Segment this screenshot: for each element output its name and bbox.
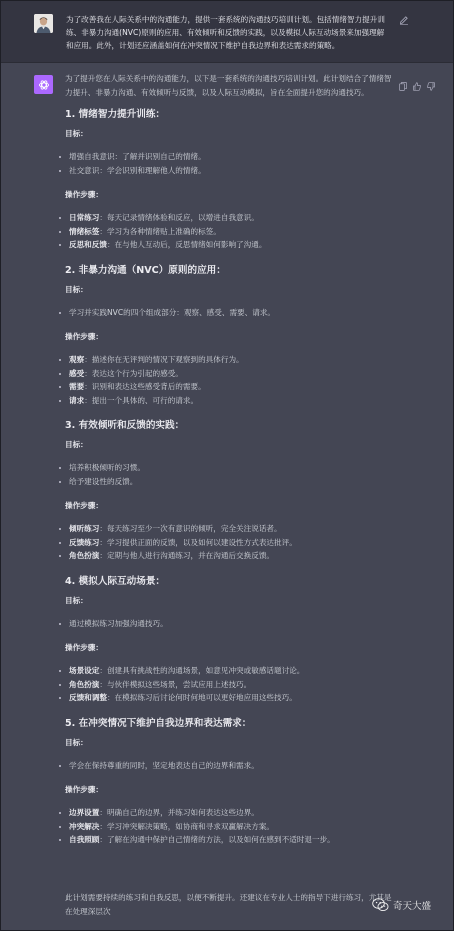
step-item (65, 367, 395, 381)
goal-list (65, 306, 395, 320)
message-actions (399, 76, 435, 85)
step-item (65, 806, 395, 820)
steps-label: 操作步骤： (65, 190, 103, 199)
section-title: 4. 模拟人际互动场景： (65, 575, 166, 587)
goal-item: 培养积极倾听的习惯。 (65, 461, 395, 475)
step-description: ：学习提供正面的反馈，以及如何以建设性方式表达批评。 (99, 537, 297, 547)
copy-icon[interactable] (399, 76, 407, 85)
step-item (65, 678, 395, 692)
step-keyword: 边界设置 (69, 808, 100, 817)
step-item (65, 522, 395, 536)
step-description: ：每天记录情绪体验和反应，以增进自我意识。 (99, 213, 259, 222)
step-item (65, 394, 395, 408)
section-title: 3. 有效倾听和反馈的实践： (65, 420, 185, 431)
step-item (65, 238, 395, 252)
step-keyword: 反馈练习 (69, 537, 100, 547)
goal-label: 目标： (65, 595, 88, 605)
edit-icon[interactable] (399, 15, 409, 25)
section-title: 5. 在冲突情况下维护自我边界和表达需求： (65, 717, 252, 729)
step-keyword: 情绪标签 (69, 226, 100, 236)
step-keyword: 日常练习 (69, 213, 100, 222)
section-title: 1. 情绪智力提升训练： (65, 109, 166, 120)
step-description: ：描述你在无评判的情况下观察到的具体行为。 (84, 355, 244, 364)
thumbs-down-icon[interactable] (427, 76, 435, 85)
step-description: ：创建具有挑战性的沟通场景，如意见冲突或敏感话题讨论。 (99, 666, 305, 675)
step-description: ：了解在沟通中保护自己情绪的方法，以及如何在感到不适时退一步。 (99, 835, 335, 844)
step-description: ：识别和表达这些感受背后的需要。 (84, 382, 206, 391)
step-keyword: 自我照顾 (69, 835, 100, 844)
steps-list (65, 664, 395, 705)
goal-label: 目标： (65, 129, 88, 138)
assistant-message (1, 63, 453, 930)
step-item (65, 380, 395, 394)
step-item (65, 225, 395, 239)
step-description: ：表达这个行为引起的感受。 (84, 368, 183, 378)
steps-list (65, 211, 395, 252)
user-message-text: 为了改善我在人际关系中的沟通能力，提供一套系统的沟通技巧培训计划。包括情绪智力提升训练、非暴力沟通(NVC)原则的应用、有效倾听和反馈的实践，以及模拟人际互动场景来加强理解和应用。此外，计划还应涵盖如何在冲突情况下维护自我边界和表达需求的策略。 (66, 15, 385, 50)
assistant-message-body (65, 72, 395, 859)
goal-list (65, 150, 395, 177)
goal-list (65, 759, 395, 773)
step-item (65, 691, 395, 705)
user-message (1, 1, 453, 63)
step-keyword: 角色扮演 (69, 551, 100, 560)
step-item (65, 549, 395, 563)
assistant-intro: 为了提升您在人际关系中的沟通能力，以下是一套系统的沟通技巧培训计划。此计划结合了情绪智力提升、非暴力沟通、有效倾听与反馈，以及人际互动模拟，旨在全面提升您的沟通技巧。 (65, 74, 392, 97)
goal-item: 给予建设性的反馈。 (65, 475, 395, 489)
goal-label: 目标： (65, 284, 88, 294)
goal-label: 目标： (65, 737, 88, 747)
goal-item: 学会在保持尊重的同时，坚定地表达自己的边界和需求。 (65, 759, 395, 773)
step-keyword: 反馈和调整 (69, 693, 107, 702)
steps-list (65, 522, 395, 563)
watermark-text: 奇天大盛 (393, 901, 432, 912)
step-description: ：学习冲突解决策略，如协商和寻求双赢解决方案。 (99, 821, 275, 831)
step-item (65, 664, 395, 678)
step-item (65, 833, 395, 847)
step-keyword: 冲突解决 (69, 821, 100, 831)
step-keyword: 请求 (69, 395, 85, 405)
steps-list (65, 806, 395, 847)
goal-item: 通过模拟练习加强沟通技巧。 (65, 617, 395, 631)
steps-list (65, 353, 395, 407)
step-item (65, 211, 395, 225)
step-keyword: 反思和反馈 (69, 240, 107, 249)
step-description: ：每天练习至少一次有意识的倾听，完全关注说话者。 (99, 524, 282, 533)
steps-label: 操作步骤： (65, 332, 103, 341)
goal-item: 社交意识：学会识别和理解他人的情绪。 (65, 164, 395, 178)
step-keyword: 观察 (69, 355, 85, 364)
step-description: ：定期与他人进行沟通练习，并在沟通后交换反馈。 (99, 551, 275, 560)
step-description: ：明确自己的边界，并练习如何表达这些边界。 (99, 808, 259, 817)
thumbs-up-icon[interactable] (413, 76, 421, 85)
goal-list (65, 461, 395, 488)
watermark (372, 898, 431, 912)
step-description: ：与伙伴模拟这些场景，尝试应用上述技巧。 (99, 679, 252, 689)
step-description: ：提出一个具体的、可行的请求。 (84, 395, 199, 405)
step-item (65, 820, 395, 834)
step-description: ：在模拟练习后讨论何时何地可以更好地应用这些技巧。 (106, 693, 297, 702)
step-description: ：学习为各种情绪贴上准确的标签。 (99, 226, 221, 236)
step-description: ：在与他人互动后，反思情绪如何影响了沟通。 (106, 240, 267, 249)
step-item (65, 353, 395, 367)
step-keyword: 需要 (69, 382, 85, 391)
step-keyword: 场景设定 (69, 666, 100, 675)
step-keyword: 倾听练习 (69, 524, 100, 533)
steps-label: 操作步骤： (65, 643, 103, 652)
goal-item: 增强自我意识：了解并识别自己的情绪。 (65, 150, 395, 164)
step-item (65, 536, 395, 550)
steps-label: 操作步骤： (65, 785, 103, 794)
section-title: 2. 非暴力沟通（NVC）原则的应用： (65, 264, 226, 276)
steps-label: 操作步骤： (65, 501, 103, 510)
openai-logo-icon (34, 75, 53, 94)
wechat-icon (372, 898, 389, 912)
user-avatar (34, 14, 53, 33)
step-keyword: 角色扮演 (69, 679, 100, 689)
goal-list (65, 617, 395, 631)
goal-item: 学习并实践NVC的四个组成部分：观察、感受、需要、请求。 (65, 306, 395, 320)
assistant-outro: 此计划需要持续的练习和自我反思，以便不断提升。还建议在专业人士的指导下进行练习，尤其是在处理深层次 (65, 893, 392, 916)
goal-label: 目标： (65, 440, 88, 449)
step-keyword: 感受 (69, 368, 85, 378)
